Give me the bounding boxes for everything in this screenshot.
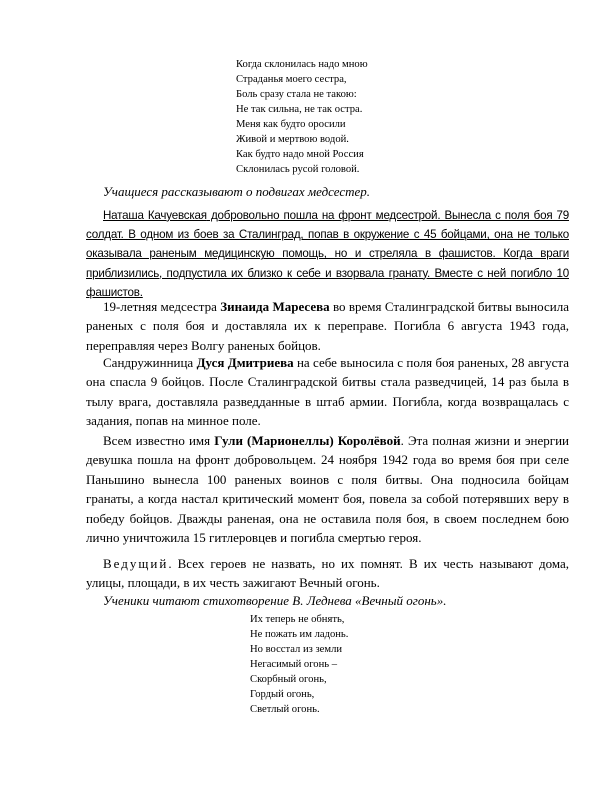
hero-name-natasha: Наташа Качуевская [103, 209, 207, 222]
paragraph-text: Всем известно имя [103, 433, 215, 448]
poem-line: Не так сильна, не так остра. [236, 104, 363, 115]
poem-line: Когда склонилась надо мною [236, 59, 368, 70]
paragraph-gulya [86, 431, 569, 547]
paragraph-text: 19-летняя медсестра [103, 299, 221, 314]
paragraph-text: . Всех героев не назвать, но их помнят. В их честь называют дома, улицы, площади, в их честь зажигают Вечный огонь. [86, 556, 569, 591]
poem-line: Не пожать им ладонь. [250, 629, 349, 640]
paragraph-text: на себе выносила с поля боя раненых, 28 августа она спасла 9 бойцов. После Сталинградской битвы стала разведчицей, 14 раз была в тылу врага, доставляла разведданные в штаб армии. Погибла, когда возвращалась с задания, попав на минное поле. [86, 355, 569, 429]
paragraph-dusya [86, 353, 569, 431]
poem-line: Скорбный огонь, [250, 674, 327, 685]
poem-line: Но восстал из земли [250, 644, 343, 655]
poem-line: Живой и мертвою водой. [236, 134, 349, 145]
hero-name-dusya: Дуся Дмитриева [196, 355, 294, 370]
stage-direction-students-tell: Учащиеся рассказывают о подвигах медсестер. [103, 184, 371, 199]
paragraph-host [86, 554, 569, 593]
hero-name-gulya: Гули (Марионеллы) Королёвой [214, 433, 401, 448]
speaker-label: Ведущий [103, 556, 169, 571]
stage-direction-poem-reading: Ученики читают стихотворение В. Леднева «Вечный огонь». [103, 593, 447, 608]
underlined-text [86, 209, 569, 299]
paragraph-text: во время Сталинградской битвы выносила раненых с поля боя и доставляла их к переправе. Погибла 6 августа 1943 года, переправляя через Волгу раненых бойцов. [86, 299, 569, 353]
poem-line: Страданья моего сестра, [236, 74, 347, 85]
poem-line: Боль сразу стала не такою: [236, 89, 357, 100]
poem-line: Гордый огонь, [250, 689, 315, 700]
poem-eternal-flame [250, 612, 348, 717]
paragraph-text: добровольно пошла на фронт медсестрой. Вынесла с поля боя 79 солдат. В одном из боев за Сталинград, попав в окружение с 45 бойцами, она не только оказывала раненым медицинскую помощь, но и стреляла в фашистов. Когда враги приблизились, подпустила их близко к себе и взорвала гранату. Вместе с ней погибло 10 фашистов. [86, 209, 570, 299]
poem-line: Меня как будто оросили [236, 119, 346, 130]
poem-line: Как будто надо мной Россия [236, 149, 364, 160]
poem-nurse [236, 57, 368, 177]
paragraph-zinaida [86, 297, 569, 355]
poem-line: Их теперь не обнять, [250, 614, 345, 625]
poem-line: Склонилась русой головой. [236, 164, 360, 175]
hero-name-zinaida: Зинаида Маресева [220, 299, 330, 314]
paragraph-text: . Эта полная жизни и энергии девушка пошла на фронт добровольцем. 24 ноября 1942 года во время боя при селе Паньшино вынесла 100 раненых воинов с поля битвы. Она подносила бойцам гранаты, а когда настал критический момент боя, повела за собой потерявших веру в победу бойцов. Дважды раненая, она не оставила поля боя, в своем последнем бою лично уничтожила 15 гитлеровцев и погибла смертью героя. [86, 433, 569, 546]
poem-line: Светлый огонь. [250, 704, 320, 715]
paragraph-text: Сандружинница [103, 355, 197, 370]
paragraph-natasha [86, 206, 569, 302]
poem-line: Негасимый огонь – [250, 659, 338, 670]
